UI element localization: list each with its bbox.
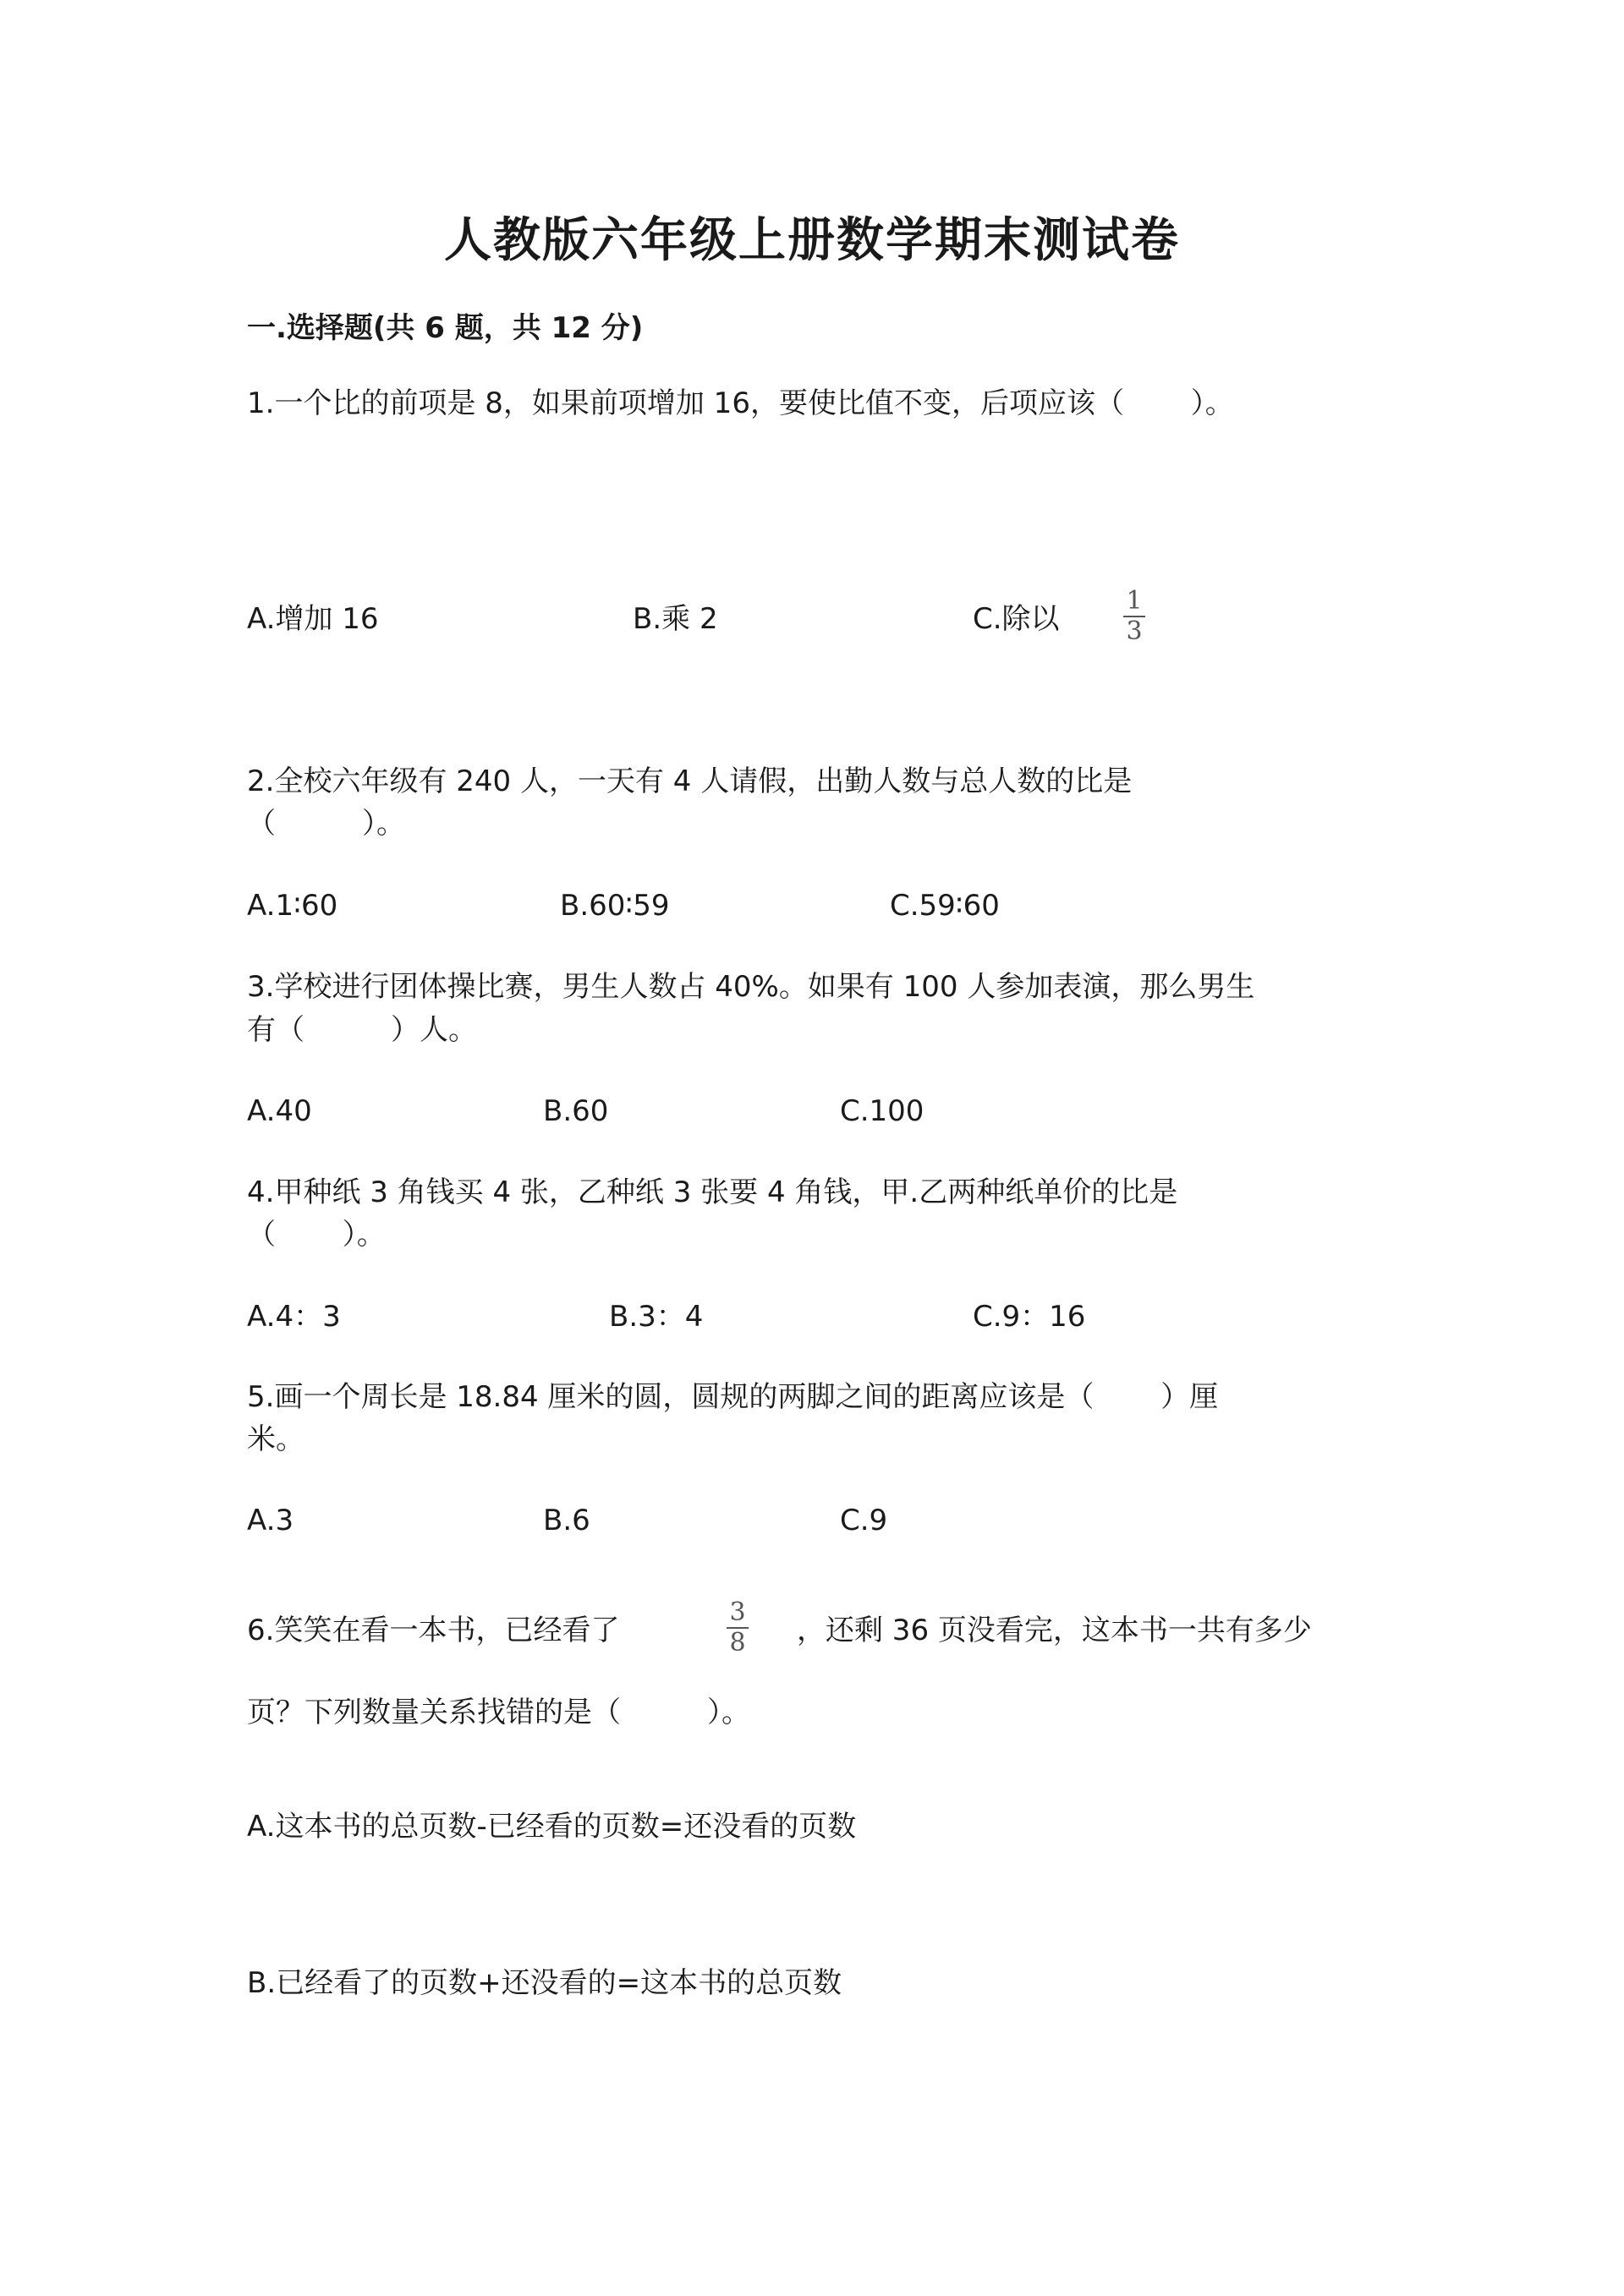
- fraction-numerator: 3: [729, 1597, 746, 1627]
- question-6-option-a: A.这本书的总页数-已经看的页数=还没看的页数: [247, 1810, 857, 1844]
- question-1-option-b: B.乘 2: [633, 602, 718, 636]
- question-2-option-a: A.1∶60: [247, 889, 338, 923]
- question-6-fraction: [716, 1598, 759, 1658]
- question-5-option-c: C.9: [840, 1504, 888, 1537]
- question-5-text-line-1: 5.画一个周长是 18.84 厘米的圆，圆规的两脚之间的距离应该是（ ）厘: [247, 1380, 1219, 1414]
- question-2-text-line-1: 2.全校六年级有 240 人，一天有 4 人请假，出勤人数与总人数的比是: [247, 764, 1133, 798]
- question-4-option-a: A.4：3: [247, 1300, 341, 1334]
- question-1-fraction: [1113, 587, 1155, 646]
- question-4-option-b: B.3：4: [609, 1300, 704, 1334]
- question-5-option-b: B.6: [543, 1504, 590, 1537]
- question-5-text-line-2: 米。: [247, 1422, 304, 1456]
- question-5-option-a: A.3: [247, 1504, 294, 1537]
- question-1-option-c: C.除以: [973, 602, 1060, 636]
- question-4-text-line-2: （ ）。: [247, 1218, 386, 1252]
- exam-title: 人教版六年级上册数学期末测试卷: [444, 212, 1180, 268]
- fraction-denominator: 3: [1126, 616, 1143, 646]
- question-1-text: 1.一个比的前项是 8，如果前项增加 16，要使比值不变，后项应该（ ）。: [247, 386, 1234, 420]
- question-3-option-c: C.100: [840, 1094, 924, 1128]
- question-6-text-part-a: 6.笑笑在看一本书，已经看了: [247, 1614, 620, 1647]
- question-6-option-b: B.已经看了的页数+还没看的=这本书的总页数: [247, 1966, 842, 2000]
- question-2-option-b: B.60∶59: [560, 889, 670, 923]
- fraction-denominator: 8: [729, 1628, 746, 1658]
- question-1-option-a: A.增加 16: [247, 602, 379, 636]
- question-2-text-line-2: （ ）。: [247, 807, 405, 841]
- question-2-option-c: C.59∶60: [890, 889, 1000, 923]
- question-4-option-c: C.9：16: [973, 1300, 1086, 1334]
- question-4-text-line-1: 4.甲种纸 3 角钱买 4 张，乙种纸 3 张要 4 角钱，甲.乙两种纸单价的比是: [247, 1175, 1178, 1209]
- question-3-option-b: B.60: [543, 1094, 609, 1128]
- fraction-numerator: 1: [1126, 586, 1143, 616]
- question-3-option-a: A.40: [247, 1094, 312, 1128]
- section-heading: 一.选择题(共 6 题，共 12 分): [247, 311, 644, 345]
- question-3-text-line-1: 3.学校进行团体操比赛，男生人数占 40%。如果有 100 人参加表演，那么男生: [247, 970, 1255, 1004]
- question-6-text-part-b: ，还剩 36 页没看完，这本书一共有多少: [797, 1614, 1312, 1647]
- question-3-text-line-2: 有（ ）人。: [247, 1013, 477, 1047]
- question-6-text-line-2: 页？下列数量关系找错的是（ ）。: [247, 1696, 750, 1729]
